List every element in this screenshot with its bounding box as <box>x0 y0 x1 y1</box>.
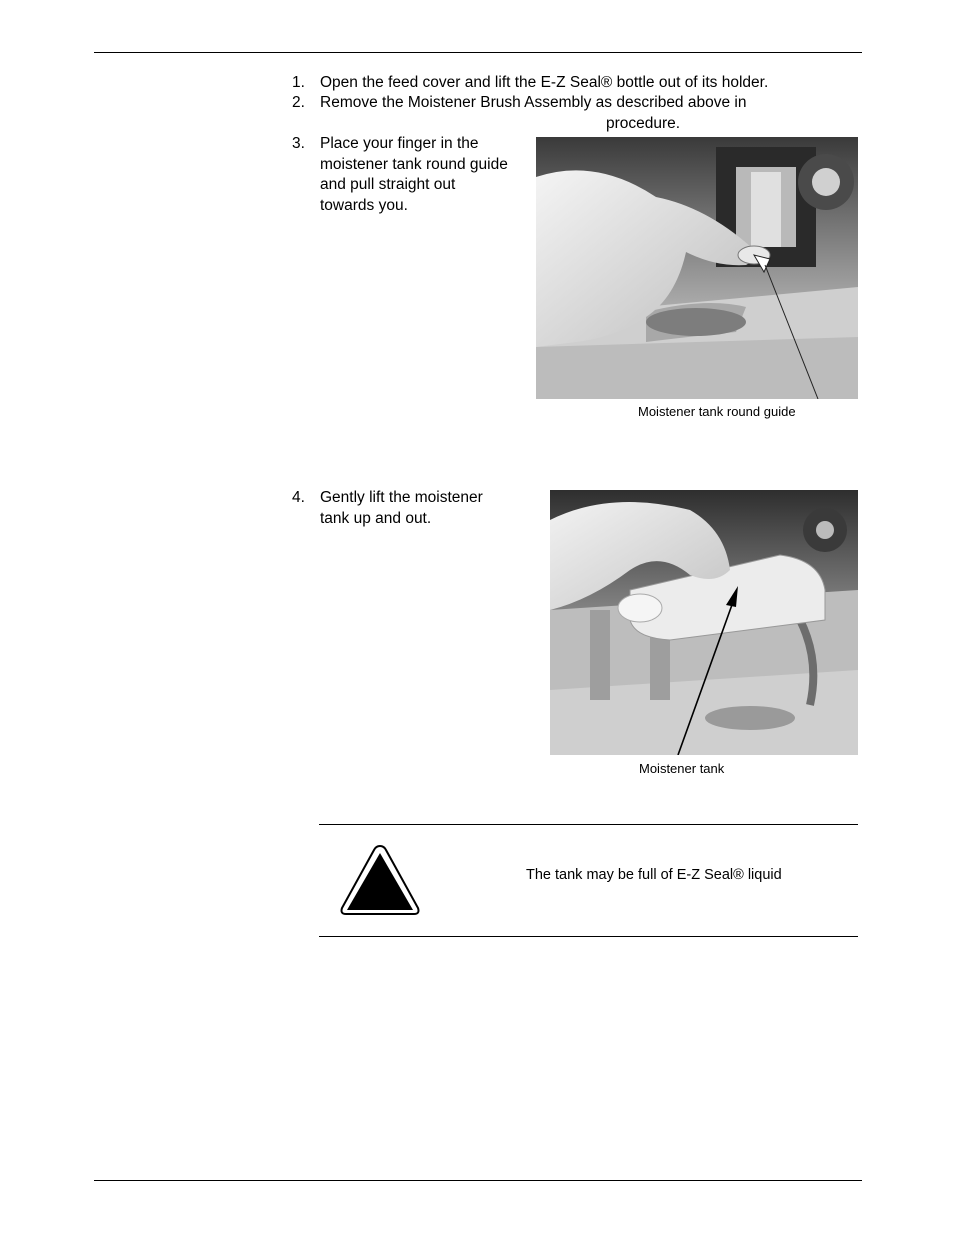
step-text <box>320 488 483 529</box>
step-text-line-2: procedure. <box>606 115 681 132</box>
photo-finger-round-guide <box>536 137 858 399</box>
step-text-line: tank up and out. <box>320 509 432 527</box>
step-4 <box>292 488 532 532</box>
step-text-line: towards you. <box>320 196 408 214</box>
step-2 <box>292 93 852 135</box>
step-number: 1. <box>292 74 305 91</box>
note-top-rule <box>319 824 858 825</box>
caution-text: The tank may be full of E-Z Seal® liquid <box>526 867 782 883</box>
step-text-line: Gently lift the moistener <box>320 489 483 506</box>
figure-caption: Moistener tank <box>639 761 725 776</box>
header-rule <box>94 52 862 53</box>
step-text-line: moistener tank round guide <box>320 155 508 173</box>
step-text <box>320 134 508 216</box>
photo-lift-moistener-tank <box>550 490 858 755</box>
note-bottom-rule <box>319 936 858 937</box>
step-number: 2. <box>292 94 305 111</box>
step-number: 4. <box>292 489 305 506</box>
step-text-line: and pull straight out <box>320 176 456 193</box>
warning-triangle-icon <box>338 842 422 918</box>
step-number: 3. <box>292 135 305 152</box>
step-text: Open the feed cover and lift the E-Z Seal® bottle out of its holder. <box>320 74 769 91</box>
figure-caption: Moistener tank round guide <box>638 404 796 419</box>
step-text-line: Place your finger in the <box>320 135 479 152</box>
step-3 <box>292 134 532 224</box>
step-text-line-1: Remove the Moistener Brush Assembly as described above in <box>320 94 747 111</box>
footer-rule <box>94 1180 862 1181</box>
